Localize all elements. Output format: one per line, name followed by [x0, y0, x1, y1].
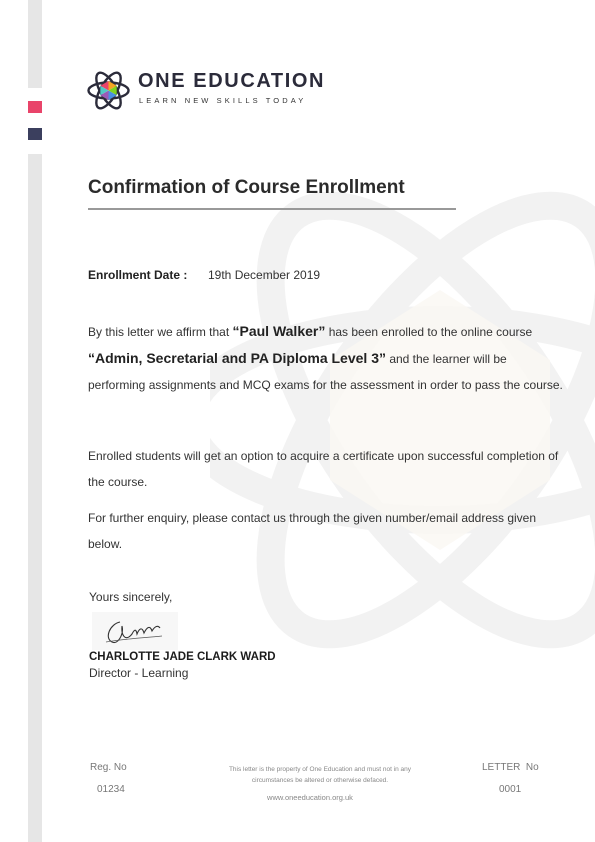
affirmation-paragraph — [88, 318, 566, 398]
letter-title: Confirmation of Course Enrollment — [88, 177, 405, 198]
signature-image — [92, 612, 178, 650]
enquiry-paragraph: For further enquiry, please contact us through the given number/email address given below. — [88, 511, 537, 551]
atom-watermark-icon — [210, 120, 595, 720]
learner-name: “Paul Walker” — [232, 323, 326, 339]
title-underline — [88, 208, 456, 210]
signer-role: Director - Learning — [89, 666, 189, 680]
brand-name: ONE EDUCATION — [138, 70, 326, 92]
property-notice: This letter is the property of One Education and must not in any circumstances be altered or otherwise defaced. — [228, 766, 412, 784]
website-text: www.oneeducation.org.uk — [267, 793, 353, 802]
affirmation-text-3: and the learner will be performing assignments and MCQ exams for the assessment in order to pass the course. — [88, 352, 563, 392]
affirmation-text-2: has been enrolled to the online course — [325, 325, 533, 339]
signer-name: CHARLOTTE JADE CLARK WARD — [89, 651, 276, 663]
accent-square-pink — [28, 101, 42, 113]
course-name: “Admin, Secretarial and PA Diploma Level 3” — [88, 350, 386, 366]
side-bar-top — [28, 0, 42, 88]
side-bar-bottom — [28, 154, 42, 842]
letter-no-label: LETTER No — [482, 762, 539, 773]
certificate-paragraph: Enrolled students will get an option to acquire a certificate upon successful completion of the course. — [88, 449, 559, 489]
closing-text: Yours sincerely, — [89, 590, 173, 604]
reg-no-label: Reg. No — [90, 762, 127, 773]
reg-no-value: 01234 — [97, 784, 125, 795]
enrollment-date-value: 19th December 2019 — [208, 268, 321, 282]
enrollment-date-label: Enrollment Date : — [88, 268, 188, 282]
atom-logo-icon — [86, 68, 131, 113]
brand-tagline: LEARN NEW SKILLS TODAY — [139, 96, 307, 105]
affirmation-text-1: By this letter we affirm that — [88, 325, 233, 339]
letter-no-value: 0001 — [499, 784, 522, 795]
accent-square-navy — [28, 128, 42, 140]
